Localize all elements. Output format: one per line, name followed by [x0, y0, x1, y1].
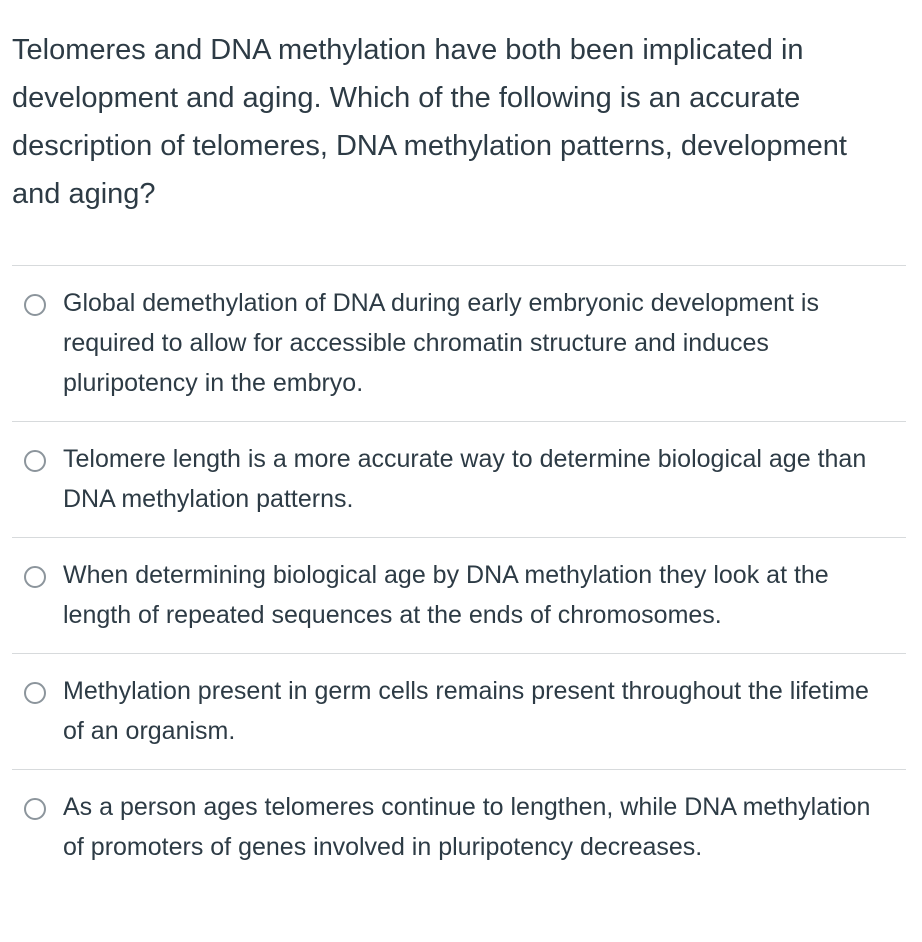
answer-option-4[interactable] [12, 654, 906, 770]
answer-label-1[interactable]: Global demethylation of DNA during early embryonic development is required to allow for accessible chromatin structure and induces pluripotency in the embryo. [63, 289, 819, 397]
radio-button-1[interactable] [24, 294, 46, 316]
answer-label-2[interactable]: Telomere length is a more accurate way to determine biological age than DNA methylation patterns. [63, 445, 867, 513]
answer-label-5[interactable]: As a person ages telomeres continue to lengthen, while DNA methylation of promoters of genes involved in pluripotency decreases. [63, 793, 871, 861]
answer-label-3[interactable]: When determining biological age by DNA methylation they look at the length of repeated sequences at the ends of chromosomes. [63, 561, 829, 629]
answer-option-5[interactable] [12, 770, 906, 920]
radio-button-2[interactable] [24, 450, 46, 472]
radio-button-5[interactable] [24, 798, 46, 820]
answer-option-1[interactable] [12, 266, 906, 422]
radio-button-3[interactable] [24, 566, 46, 588]
answer-option-3[interactable] [12, 538, 906, 654]
answer-list [12, 265, 906, 920]
answer-option-2[interactable] [12, 422, 906, 538]
answer-label-4[interactable]: Methylation present in germ cells remains present throughout the lifetime of an organism. [63, 677, 869, 745]
radio-button-4[interactable] [24, 682, 46, 704]
question-text: Telomeres and DNA methylation have both been implicated in development and aging. Which of the following is an accurate description of telomeres, DNA methylation patterns, development and aging? [12, 34, 847, 210]
